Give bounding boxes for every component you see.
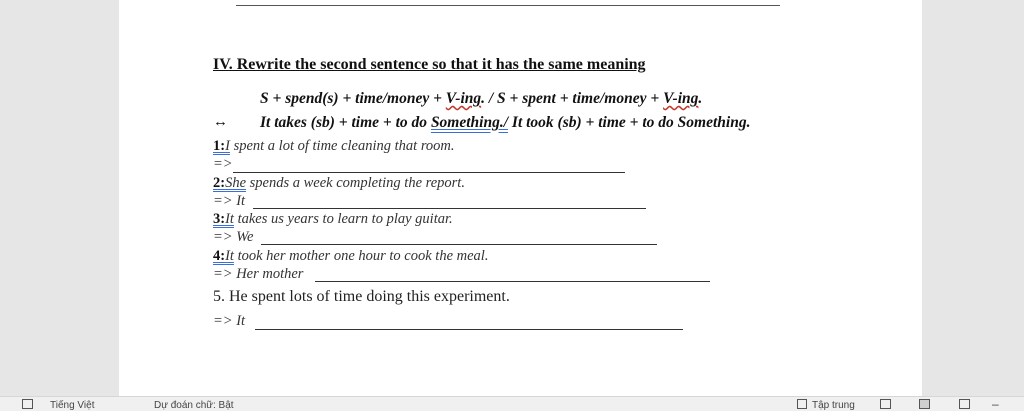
exercise-4-number: 4: (213, 248, 226, 264)
exercise-2-sentence (213, 175, 465, 192)
exercise-4-answer-prefix: => Her mother (213, 266, 304, 282)
exercise-4-sentence (213, 248, 488, 265)
exercise-2-answer-line[interactable] (253, 208, 646, 209)
exercise-3-answer-prefix: => We (213, 229, 254, 245)
text-prediction-indicator[interactable]: Dự đoán chữ: Bật (154, 400, 234, 411)
exercise-4-rest: took her mother one hour to cook the meal. (233, 248, 489, 264)
exercise-1-first-word: I (225, 138, 230, 154)
exercise-3-sentence (213, 211, 453, 228)
formula-spend (260, 90, 702, 108)
focus-icon[interactable] (797, 399, 807, 409)
exercise-3-first-word: It (225, 211, 234, 227)
focus-mode-button[interactable]: Tập trung (812, 400, 855, 411)
exercise-4-answer-line[interactable] (315, 281, 710, 282)
exercise-2-answer-prefix: => It (213, 193, 246, 209)
exercise-1-sentence (213, 138, 455, 155)
proofing-icon[interactable] (22, 399, 33, 409)
formula-spend-ving-2: V-ing (663, 90, 699, 107)
exercise-5-sentence: 5. He spent lots of time doing this experiment. (213, 288, 510, 305)
top-answer-line (236, 5, 780, 6)
exercise-2-rest: spends a week completing the report. (246, 175, 465, 191)
exercise-1-answer-line[interactable] (233, 172, 625, 173)
exercise-5-answer-line[interactable] (255, 329, 683, 330)
print-layout-icon[interactable] (919, 399, 930, 409)
zoom-out-icon[interactable]: – (992, 397, 999, 411)
formula-spend-period: . (698, 90, 703, 107)
language-indicator[interactable]: Tiếng Việt (50, 400, 95, 411)
formula-take-part-a: It takes (sb) + time + to do (260, 114, 431, 131)
exercise-2-first-word: She (225, 175, 247, 191)
web-layout-icon[interactable] (959, 399, 970, 409)
read-mode-icon[interactable] (880, 399, 891, 409)
formula-spend-part-c: . / S + spent + time/money + (481, 90, 664, 107)
exercise-3-answer-line[interactable] (261, 244, 657, 245)
exercise-2-number: 2: (213, 175, 226, 191)
section-heading: IV. Rewrite the second sentence so that it has the same meaning (213, 56, 646, 73)
formula-spend-ving-1: V-ing (445, 90, 482, 107)
formula-take-something: Something./ (430, 114, 509, 131)
formula-take-part-c: It took (sb) + time + to do Something. (508, 114, 751, 131)
exercise-5-answer-prefix: => It (213, 313, 246, 329)
exercise-4-first-word: It (225, 248, 234, 264)
exercise-3-number: 3: (213, 211, 226, 227)
exercise-1-rest: spent a lot of time cleaning that room. (229, 138, 455, 154)
exercise-3-rest: takes us years to learn to play guitar. (233, 211, 453, 227)
formula-take (260, 114, 750, 132)
exercise-1-answer-prefix: => (213, 156, 233, 172)
equivalence-arrow-icon: ↔ (213, 114, 228, 130)
exercise-1-number: 1: (213, 138, 226, 154)
formula-spend-part-a: S + spend(s) + time/money + (260, 90, 446, 107)
document-page (119, 0, 922, 396)
status-bar (0, 396, 1024, 411)
